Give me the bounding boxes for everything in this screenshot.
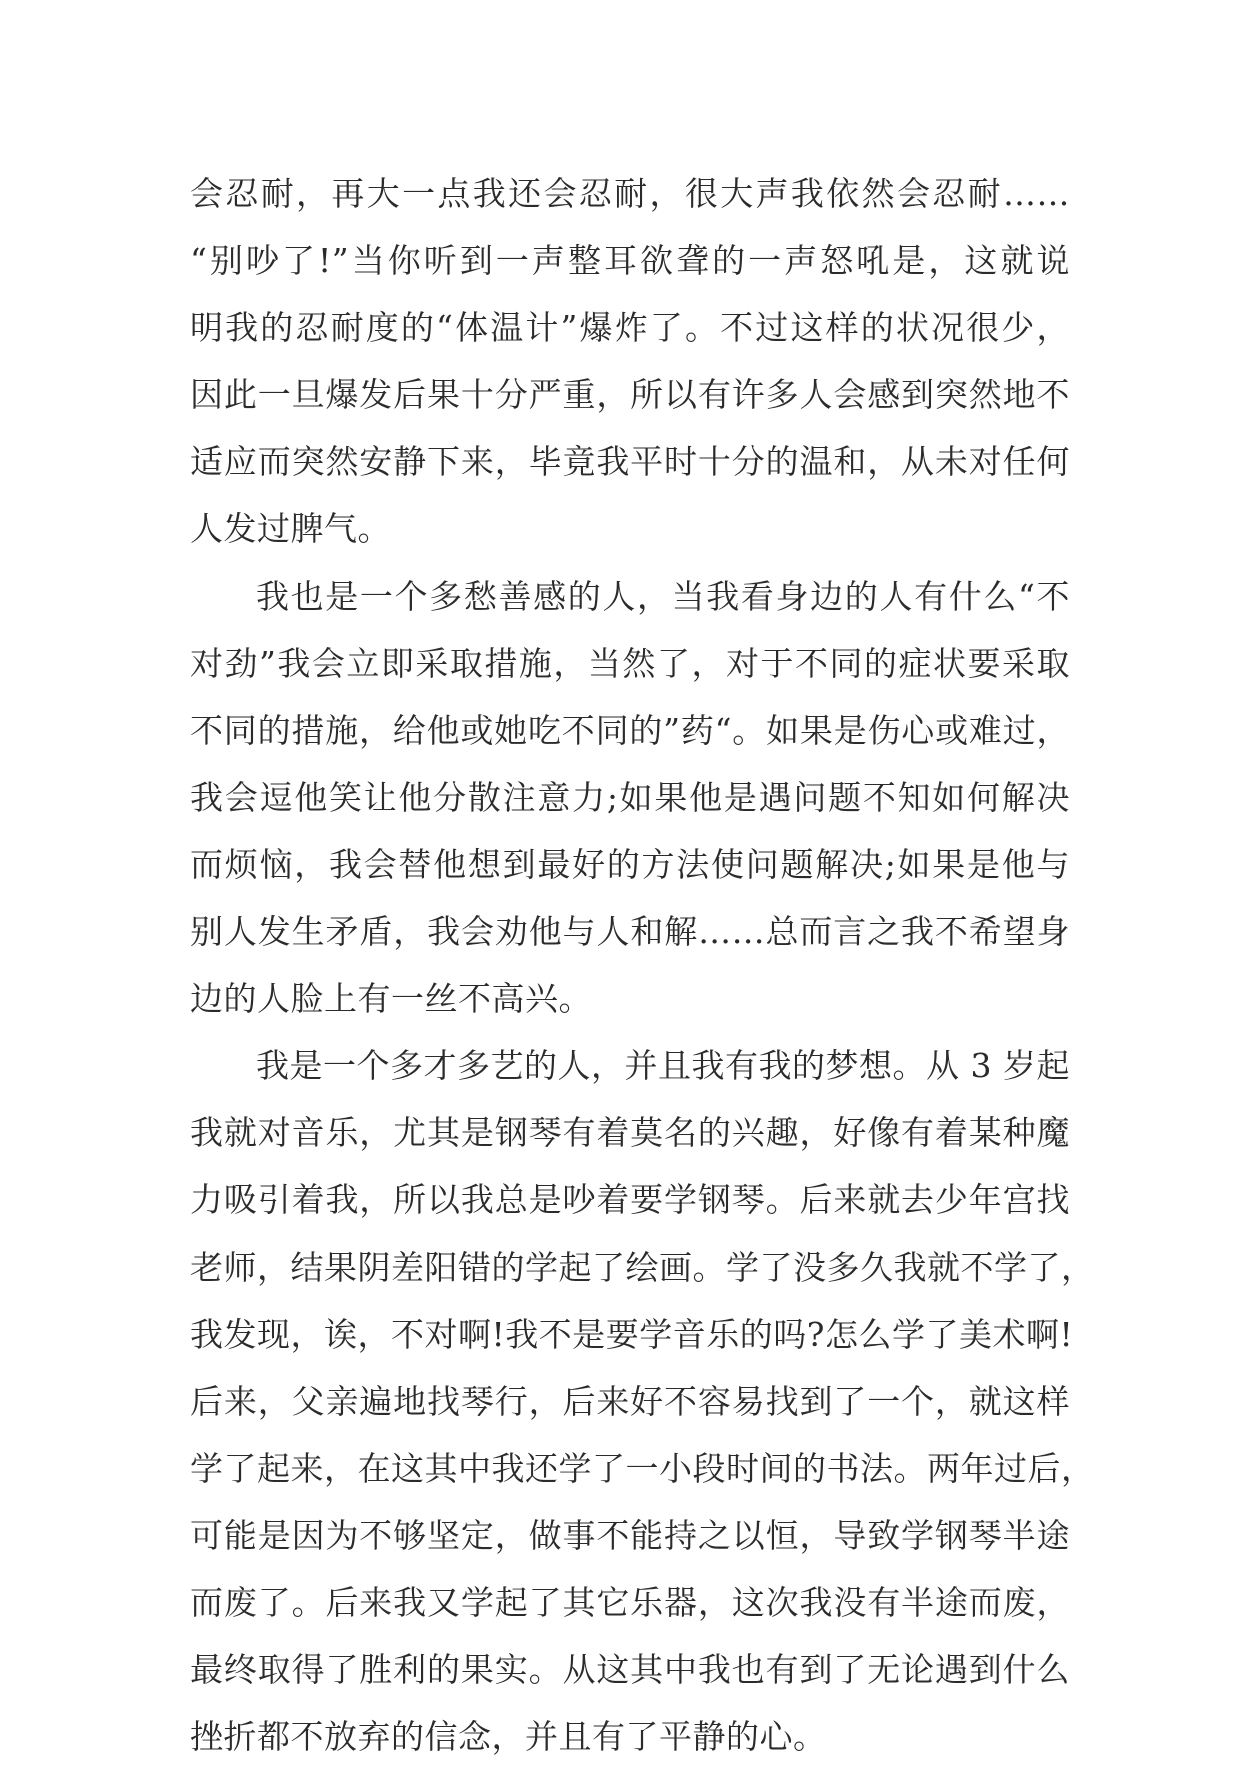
text-line: 适应而突然安静下来，毕竟我平时十分的温和，从未对任何 — [190, 442, 1070, 482]
paragraph-2 — [190, 563, 1070, 1033]
text-line: 不同的措施，给他或她吃不同的”药“。如果是伤心或难过， — [190, 710, 1070, 750]
text-line: 因此一旦爆发后果十分严重，所以有许多人会感到突然地不 — [190, 375, 1070, 415]
text-line: 我发现，诶，不对啊!我不是要学音乐的吗?怎么学了美术啊! — [190, 1314, 1074, 1354]
text-line: 我也是一个多愁善感的人，当我看身边的人有什么“不 — [256, 576, 1070, 616]
text-line: 而烦恼，我会替他想到最好的方法使问题解决;如果是他与 — [190, 844, 1070, 884]
text-line: 后来，父亲遍地找琴行，后来好不容易找到了一个，就这样 — [190, 1381, 1070, 1421]
text-line: 明我的忍耐度的“体温计”爆炸了。不过这样的状况很少， — [190, 308, 1070, 348]
text-line: 会忍耐，再大一点我还会忍耐，很大声我依然会忍耐…… — [190, 174, 1070, 213]
text-line: 我就对音乐，尤其是钢琴有着莫名的兴趣，好像有着某种魔 — [190, 1113, 1070, 1153]
text-line: 可能是因为不够坚定，做事不能持之以恒，导致学钢琴半途 — [190, 1515, 1070, 1555]
document-body — [190, 160, 1095, 1770]
text-line: 别人发生矛盾，我会劝他与人和解……总而言之我不希望身 — [190, 912, 1070, 952]
text-line: 人发过脾气。 — [190, 509, 391, 549]
text-line: 而废了。后来我又学起了其它乐器，这次我没有半途而废， — [190, 1582, 1070, 1622]
text-line: 老师，结果阴差阳错的学起了绘画。学了没多久我就不学了， — [190, 1247, 1095, 1287]
text-line: “别吵了!”当你听到一声整耳欲聋的一声怒吼是，这就说 — [190, 241, 1070, 281]
paragraph-1 — [190, 160, 1070, 563]
text-line: 力吸引着我，所以我总是吵着要学钢琴。后来就去少年宫找 — [190, 1180, 1070, 1220]
text-line: 学了起来，在这其中我还学了一小段时间的书法。两年过后， — [190, 1448, 1095, 1488]
text-line: 边的人脸上有一丝不高兴。 — [190, 979, 592, 1019]
text-line: 我会逗他笑让他分散注意力;如果他是遇问题不知如何解决 — [190, 777, 1070, 817]
text-line: 对劲”我会立即采取措施，当然了，对于不同的症状要采取 — [190, 643, 1070, 683]
text-line: 我是一个多才多艺的人，并且我有我的梦想。从 3 岁起 — [256, 1046, 1070, 1086]
paragraph-3 — [190, 1032, 1095, 1770]
text-line: 挫折都不放弃的信念，并且有了平静的心。 — [190, 1717, 827, 1757]
text-line: 最终取得了胜利的果实。从这其中我也有到了无论遇到什么 — [190, 1650, 1070, 1690]
